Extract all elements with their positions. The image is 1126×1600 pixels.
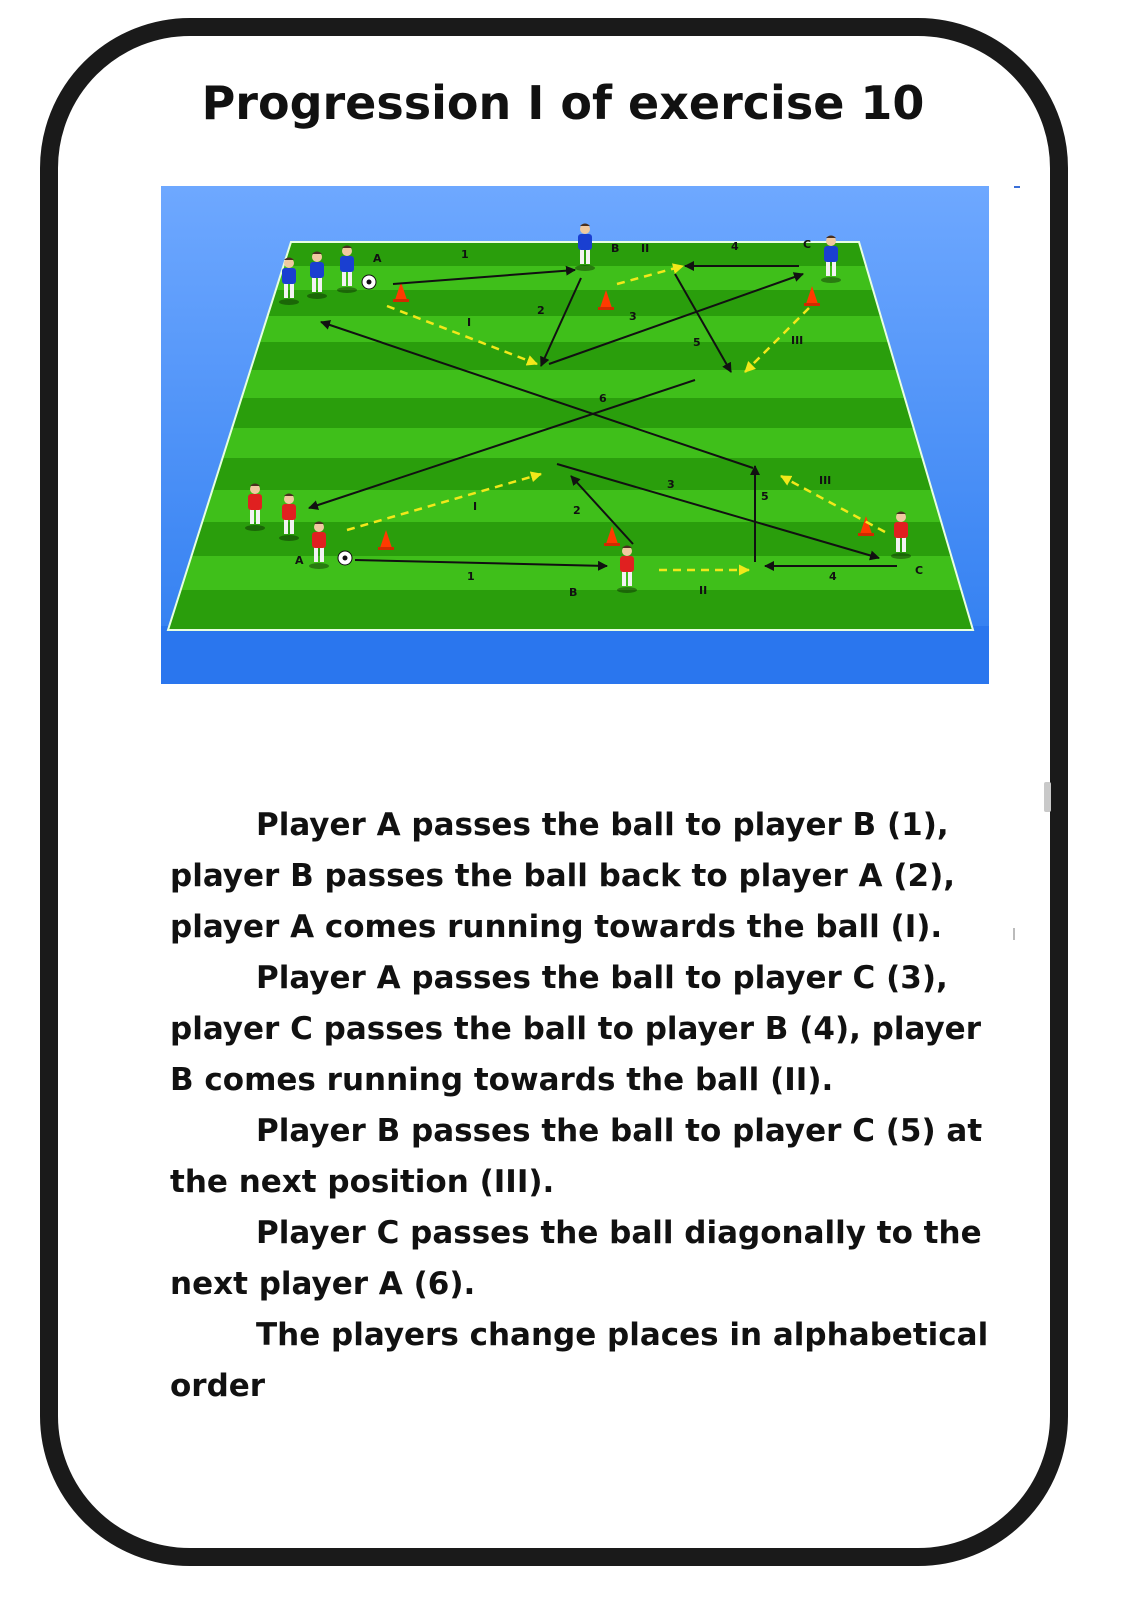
- ball-top: [362, 275, 376, 289]
- instruction-paragraph: Player C passes the ball diagonally to the next player A (6).: [170, 1215, 982, 1302]
- label-bottom-2: 2: [573, 504, 581, 517]
- page-title: Progression I of exercise 10: [201, 76, 925, 130]
- label-bottom-I: I: [473, 500, 478, 513]
- label-top-2: 2: [537, 304, 545, 317]
- label-top-4: 4: [731, 240, 739, 253]
- instruction-paragraph: Player A passes the ball to player B (1), player B passes the ball back to player A (2), player A comes running towards the ball (I).: [170, 807, 956, 945]
- label-bottom-C: C: [915, 564, 924, 577]
- label-bottom-4: 4: [829, 570, 837, 583]
- ball-bottom: [338, 551, 352, 565]
- label-bottom-3: 3: [667, 478, 675, 491]
- stray-mark: [1014, 186, 1020, 188]
- label-top-C: C: [803, 238, 812, 251]
- scroll-indicator: [1044, 782, 1051, 812]
- label-bottom-5: 5: [761, 490, 769, 503]
- instruction-paragraph: The players change places in alphabetical order: [170, 1317, 989, 1404]
- label-bottom-B: B: [569, 586, 578, 599]
- label-bottom-II: II: [699, 584, 708, 597]
- instruction-paragraph: Player A passes the ball to player C (3), player C passes the ball to player B (4), player B comes running towards the ball (II).: [170, 960, 981, 1098]
- label-bottom-1: 1: [467, 570, 475, 583]
- drill-diagram: [161, 186, 989, 684]
- instructions: [170, 800, 990, 1412]
- label-top-3: 3: [629, 310, 637, 323]
- label-top-1: 1: [461, 248, 469, 261]
- label-top-B: B: [611, 242, 620, 255]
- label-top-B-run: II: [641, 242, 650, 255]
- label-top-5: 5: [693, 336, 701, 349]
- label-bottom-A: A: [295, 554, 304, 567]
- label-top-6: 6: [599, 392, 607, 405]
- instruction-paragraph: Player B passes the ball to player C (5) at the next position (III).: [170, 1113, 983, 1200]
- label-top-A: A: [373, 252, 382, 265]
- label-top-III: III: [791, 334, 804, 347]
- stray-mark-small: [1013, 928, 1015, 940]
- label-bottom-III: III: [819, 474, 832, 487]
- label-top-I: I: [467, 316, 472, 329]
